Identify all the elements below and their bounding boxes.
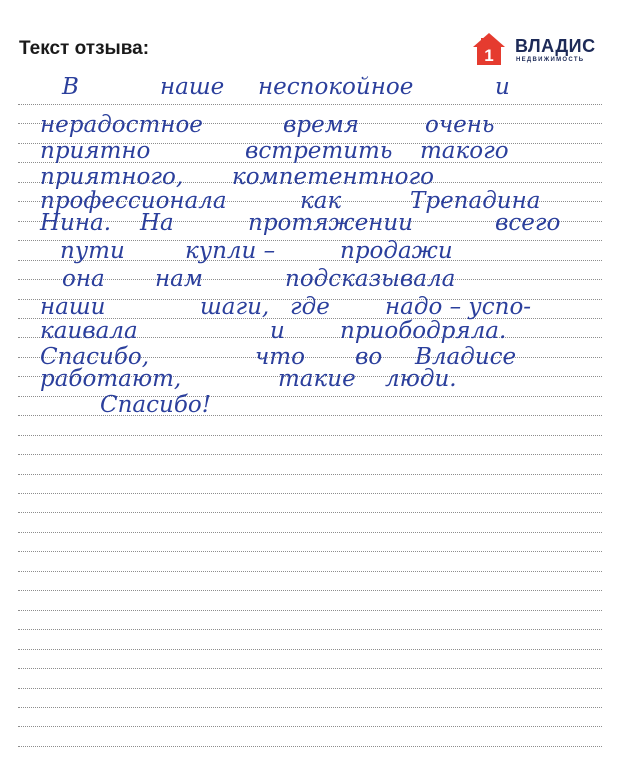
handwritten-word: Спасибо, (40, 344, 150, 370)
svg-text:1: 1 (484, 46, 494, 65)
review-text-label: Текст отзыва: (19, 38, 150, 59)
handwritten-word: купли – (185, 238, 276, 264)
handwritten-word: нерадостное (40, 112, 203, 138)
handwritten-word: продажи (340, 238, 453, 264)
handwritten-word: надо – успо- (385, 294, 532, 320)
handwritten-word: Спасибо! (100, 392, 211, 418)
handwritten-word: очень (425, 112, 495, 138)
handwritten-word: протяжении (248, 210, 413, 236)
handwritten-word: всего (495, 210, 561, 236)
handwritten-word: такие (278, 366, 356, 392)
handwritten-word: подсказывала (285, 266, 456, 292)
handwritten-word: Владисе (415, 344, 517, 370)
handwritten-word: время (283, 112, 360, 138)
handwritten-word: встретить (245, 138, 393, 164)
handwritten-word: Трепадина (410, 188, 541, 214)
logo-brand-subtitle: НЕДВИЖИМОСТЬ (516, 57, 585, 63)
handwritten-word: и (495, 74, 510, 100)
handwritten-word: каивала (40, 318, 138, 344)
handwritten-word: В (62, 74, 79, 100)
handwritten-word: как (300, 188, 342, 214)
handwritten-word: работают, (40, 366, 182, 392)
handwritten-word: приятного, (40, 164, 184, 190)
handwritten-line (0, 388, 623, 426)
handwritten-word: пути (60, 238, 125, 264)
handwritten-line (0, 70, 623, 108)
handwritten-word: нам (155, 266, 203, 292)
handwritten-word: неспокойное (258, 74, 414, 100)
handwritten-word: шаги, (200, 294, 270, 320)
handwritten-word: профессионала (40, 188, 227, 214)
handwritten-word: Нина. (40, 210, 112, 236)
handwritten-word: что (255, 344, 305, 370)
handwritten-word: где (290, 294, 330, 320)
handwritten-word: такого (420, 138, 509, 164)
handwritten-word: приятно (40, 138, 151, 164)
handwritten-word: и (270, 318, 285, 344)
handwritten-word: люди. (385, 366, 457, 392)
handwritten-word: во (355, 344, 383, 370)
logo-brand-name: ВЛАДИС (515, 36, 596, 56)
handwritten-word: она (62, 266, 105, 292)
handwritten-word: приободряла. (340, 318, 507, 344)
handwritten-word: наши (40, 294, 106, 320)
handwritten-word: наше (160, 74, 225, 100)
handwritten-word: На (140, 210, 174, 236)
handwritten-word: компетентного (232, 164, 434, 190)
